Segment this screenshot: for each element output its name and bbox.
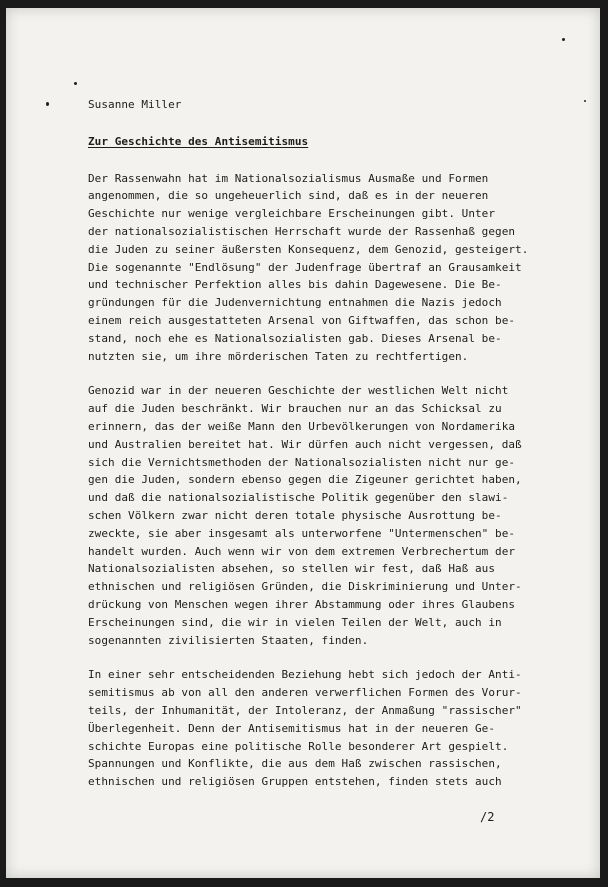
text-line: In einer sehr entscheidenden Beziehung hebt sich jedoch der Anti- bbox=[88, 668, 522, 682]
text-line: schen Völkern zwar nicht deren totale physische Ausrottung be- bbox=[88, 508, 502, 522]
text-line: Erscheinungen sind, die wir in vielen Teilen der Welt, auch in bbox=[88, 615, 502, 629]
text-line: Genozid war in der neueren Geschichte der westlichen Welt nicht bbox=[88, 384, 509, 398]
text-line: schichte Europas eine politische Rolle besonderer Art gespielt. bbox=[88, 739, 509, 753]
text-line: Spannungen und Konflikte, die aus dem Haß zwischen rassischen, bbox=[88, 757, 502, 771]
document-page bbox=[6, 8, 600, 878]
paragraph bbox=[88, 666, 568, 791]
text-line: Die sogenannte "Endlösung" der Judenfrage übertraf an Grausamkeit bbox=[88, 260, 522, 274]
scan-speck bbox=[74, 82, 77, 85]
author-name: Susanne Miller bbox=[88, 98, 182, 111]
text-line: Nationalsozialisten absehen, so stellen wir fest, daß Haß aus bbox=[88, 562, 496, 576]
text-line: teils, der Inhumanität, der Intoleranz, der Anmaßung "rassischer" bbox=[88, 703, 522, 717]
text-line: der nationalsozialistischen Herrschaft wurde der Rassenhaß gegen bbox=[88, 224, 516, 238]
paragraph bbox=[88, 170, 568, 366]
text-line: zweckte, sie aber insgesamt als unterworfene "Untermenschen" be- bbox=[88, 526, 516, 540]
text-line: stand, noch ehe es Nationalsozialisten gab. Dieses Arsenal be- bbox=[88, 331, 502, 345]
scan-speck bbox=[46, 102, 49, 106]
paragraph bbox=[88, 382, 568, 649]
scan-speck bbox=[562, 38, 565, 41]
text-line: ethnischen und religiösen Gründen, die Diskriminierung und Unter- bbox=[88, 580, 522, 594]
text-line: Geschichte nur wenige vergleichbare Erscheinungen gibt. Unter bbox=[88, 207, 496, 221]
text-line: und daß die nationalsozialistische Politik gegenüber den slawi- bbox=[88, 491, 509, 505]
text-line: gen die Juden, sondern ebenso gegen die Zigeuner gerichtet haben, bbox=[88, 473, 522, 487]
document-title: Zur Geschichte des Antisemitismus bbox=[88, 134, 309, 148]
text-line: handelt wurden. Auch wenn wir von dem extremen Verbrechertum der bbox=[88, 544, 516, 558]
text-line: und technischer Perfektion alles bis dahin Dagewesene. Die Be- bbox=[88, 278, 502, 292]
text-line: semitismus ab von all den anderen verwerflichen Formen des Vorur- bbox=[88, 686, 522, 700]
scan-speck bbox=[584, 100, 586, 102]
text-line: sich die Vernichtsmethoden der Nationalsozialisten nicht nur ge- bbox=[88, 455, 516, 469]
text-line: drückung von Menschen wegen ihrer Abstammung oder ihres Glaubens bbox=[88, 597, 516, 611]
text-line: einem reich ausgestatteten Arsenal von Giftwaffen, das schon be- bbox=[88, 313, 516, 327]
text-line: auf die Juden beschränkt. Wir brauchen nur an das Schicksal zu bbox=[88, 402, 502, 416]
text-line: ethnischen und religiösen Gruppen entstehen, finden stets auch bbox=[88, 775, 502, 789]
text-line: angenommen, die so ungeheuerlich sind, daß es in der neueren bbox=[88, 189, 489, 203]
text-line: Der Rassenwahn hat im Nationalsozialismus Ausmaße und Formen bbox=[88, 171, 489, 185]
text-line: sogenannten zivilisierten Staaten, finden. bbox=[88, 633, 369, 647]
document-text bbox=[88, 96, 568, 808]
text-line: erinnern, das der weiße Mann den Urbevölkerungen von Nordamerika bbox=[88, 419, 516, 433]
page-number: /2 bbox=[480, 810, 495, 824]
text-line: nutzten sie, um ihre mörderischen Taten zu rechtfertigen. bbox=[88, 349, 469, 363]
text-line: gründungen für die Judenvernichtung entnahmen die Nazis jedoch bbox=[88, 296, 502, 310]
text-line: die Juden zu seiner äußersten Konsequenz, dem Genozid, gesteigert. bbox=[88, 242, 529, 256]
text-line: Überlegenheit. Denn der Antisemitismus hat in der neueren Ge- bbox=[88, 721, 496, 735]
text-line: und Australien bereitet hat. Wir dürfen auch nicht vergessen, daß bbox=[88, 437, 522, 451]
